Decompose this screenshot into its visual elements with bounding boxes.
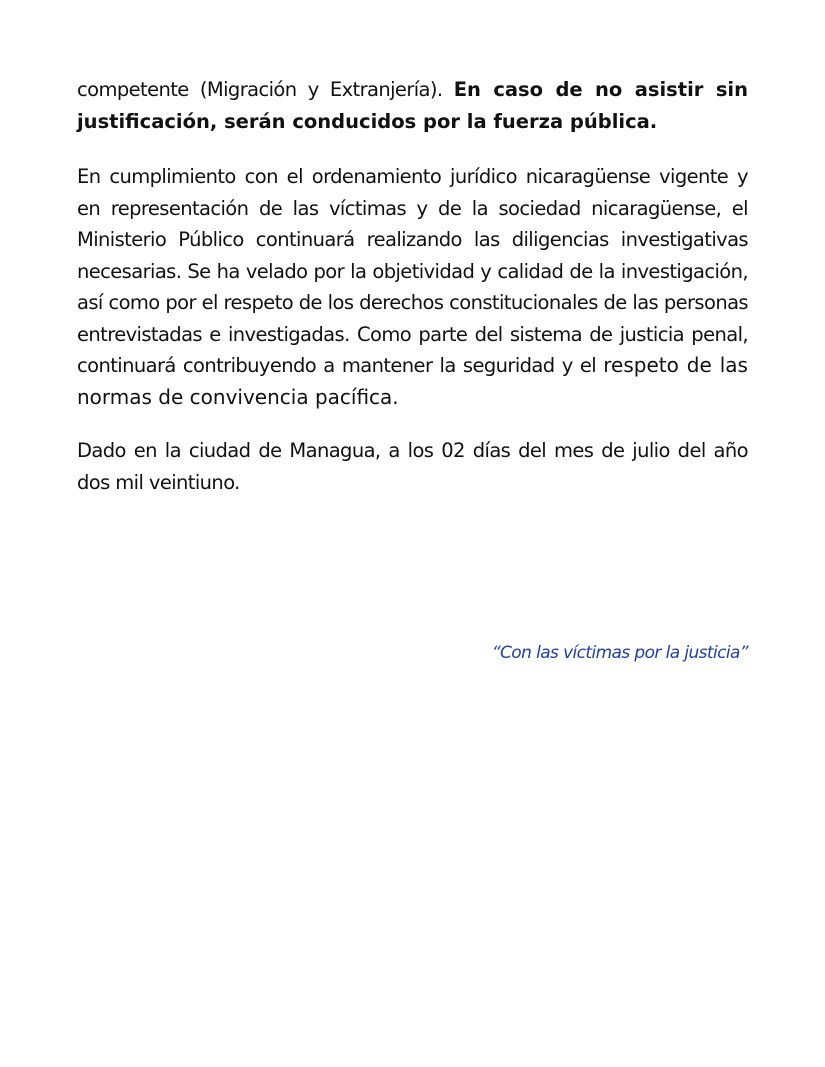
- paragraph-spacer: [77, 413, 748, 435]
- paragraph-compliance-ending: respeto de las normas de convivencia pacífica.: [77, 353, 748, 409]
- document-body: [77, 74, 748, 498]
- paragraph-summons: [77, 74, 748, 137]
- motto: “Con las víctimas por la justicia”: [491, 643, 748, 663]
- paragraph-compliance-main: En cumplimiento con el ordenamiento jurídico nicaragüense vigente y en representación de las víctimas y de la sociedad nicaragüense, el Ministerio Público continuará realizando las diligencias investigativas necesarias. Se ha velado por la objetividad y calidad de la investigación, así como por el respeto de los derechos constitucionales de las personas entrevistadas e investigadas. Como parte del sistema de justicia penal, continuará contribuyendo a mantener la seguridad y el: [77, 165, 748, 377]
- paragraph-compliance: [77, 161, 748, 413]
- paragraph-date: Dado en la ciudad de Managua, a los 02 días del mes de julio del año dos mil veintiuno.: [77, 439, 748, 494]
- paragraph-summons-bold: En caso de no asistir sin justificación, serán conducidos por la fuerza pública.: [77, 78, 748, 133]
- paragraph-summons-plain: competente (Migración y Extranjería).: [77, 78, 443, 101]
- paragraph-spacer: [77, 137, 748, 161]
